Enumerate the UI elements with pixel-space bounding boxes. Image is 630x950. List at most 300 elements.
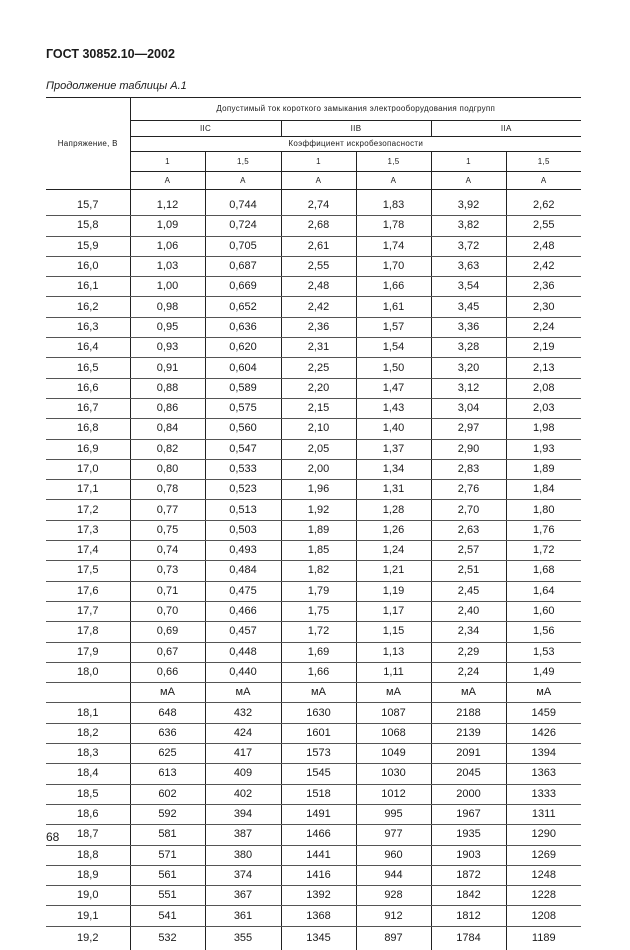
current-value-cell: 1,40 bbox=[356, 419, 431, 439]
voltage-cell: 18,3 bbox=[46, 744, 130, 764]
current-value-cell: 2045 bbox=[431, 764, 506, 784]
current-value-cell: 1,78 bbox=[356, 216, 431, 236]
current-value-cell: 0,67 bbox=[130, 642, 205, 662]
table-row bbox=[46, 277, 581, 297]
table-row bbox=[46, 378, 581, 398]
voltage-cell: 19,0 bbox=[46, 886, 130, 906]
current-value-cell: 0,93 bbox=[130, 338, 205, 358]
current-value-cell: 602 bbox=[130, 784, 205, 804]
current-value-cell: 0,457 bbox=[205, 622, 281, 642]
current-value-cell: 1903 bbox=[431, 845, 506, 865]
current-value-cell: 2,48 bbox=[281, 277, 356, 297]
unit-cell: А bbox=[356, 172, 431, 190]
table-row bbox=[46, 662, 581, 682]
table-row bbox=[46, 723, 581, 743]
current-value-cell: 1,83 bbox=[356, 196, 431, 216]
table-row bbox=[46, 317, 581, 337]
current-value-cell: 0,86 bbox=[130, 398, 205, 418]
voltage-cell: 16,4 bbox=[46, 338, 130, 358]
voltage-column-header: Напряжение, В bbox=[46, 98, 130, 190]
current-value-cell: 3,28 bbox=[431, 338, 506, 358]
current-value-cell: 1392 bbox=[281, 886, 356, 906]
current-value-cell: 2139 bbox=[431, 723, 506, 743]
voltage-cell: 18,6 bbox=[46, 804, 130, 824]
current-value-cell: 2,05 bbox=[281, 439, 356, 459]
current-value-cell: 0,687 bbox=[205, 256, 281, 276]
current-value-cell: 0,80 bbox=[130, 459, 205, 479]
current-value-cell: 1,82 bbox=[281, 561, 356, 581]
table-row bbox=[46, 601, 581, 621]
voltage-cell: 15,8 bbox=[46, 216, 130, 236]
current-value-cell: 1630 bbox=[281, 703, 356, 723]
current-value-cell: 995 bbox=[356, 804, 431, 824]
voltage-cell: 16,9 bbox=[46, 439, 130, 459]
voltage-cell: 18,7 bbox=[46, 825, 130, 845]
current-value-cell: 648 bbox=[130, 703, 205, 723]
current-table bbox=[46, 97, 581, 950]
voltage-cell: 16,8 bbox=[46, 419, 130, 439]
table-row bbox=[46, 398, 581, 418]
current-value-cell: 2,97 bbox=[431, 419, 506, 439]
unit-cell: мА bbox=[356, 683, 431, 703]
current-value-cell: 1,24 bbox=[356, 541, 431, 561]
unit-cell: А bbox=[281, 172, 356, 190]
current-value-cell: 0,669 bbox=[205, 277, 281, 297]
unit-cell: мА bbox=[130, 683, 205, 703]
current-value-cell: 0,533 bbox=[205, 459, 281, 479]
current-value-cell: 3,63 bbox=[431, 256, 506, 276]
current-value-cell: 0,66 bbox=[130, 662, 205, 682]
current-value-cell: 1,31 bbox=[356, 480, 431, 500]
table-row bbox=[46, 764, 581, 784]
current-value-cell: 0,513 bbox=[205, 500, 281, 520]
subgroup-header: IIB bbox=[281, 121, 431, 137]
current-value-cell: 541 bbox=[130, 906, 205, 926]
current-value-cell: 1,57 bbox=[356, 317, 431, 337]
table-row bbox=[46, 236, 581, 256]
current-value-cell: 0,575 bbox=[205, 398, 281, 418]
current-value-cell: 1518 bbox=[281, 784, 356, 804]
current-value-cell: 2,08 bbox=[506, 378, 581, 398]
table-row bbox=[46, 845, 581, 865]
current-value-cell: 2,76 bbox=[431, 480, 506, 500]
voltage-cell: 16,1 bbox=[46, 277, 130, 297]
current-value-cell: 1228 bbox=[506, 886, 581, 906]
unit-cell: мА bbox=[431, 683, 506, 703]
table-continuation-caption: Продолжение таблицы А.1 bbox=[46, 80, 187, 92]
current-value-cell: 1935 bbox=[431, 825, 506, 845]
current-value-cell: 1784 bbox=[431, 926, 506, 950]
current-value-cell: 561 bbox=[130, 865, 205, 885]
current-value-cell: 0,75 bbox=[130, 520, 205, 540]
current-value-cell: 1,75 bbox=[281, 601, 356, 621]
current-value-cell: 432 bbox=[205, 703, 281, 723]
table-row bbox=[46, 926, 581, 950]
current-value-cell: 1,70 bbox=[356, 256, 431, 276]
unit-cell: мА bbox=[506, 683, 581, 703]
table-row bbox=[46, 784, 581, 804]
current-value-cell: 1363 bbox=[506, 764, 581, 784]
table-row bbox=[46, 439, 581, 459]
current-value-cell: 1,49 bbox=[506, 662, 581, 682]
voltage-cell: 16,0 bbox=[46, 256, 130, 276]
voltage-cell: 16,6 bbox=[46, 378, 130, 398]
current-value-cell: 2,34 bbox=[431, 622, 506, 642]
current-value-cell: 1,54 bbox=[356, 338, 431, 358]
table-row bbox=[46, 216, 581, 236]
current-value-cell: 2,29 bbox=[431, 642, 506, 662]
safety-factor-cell: 1,5 bbox=[205, 152, 281, 172]
current-value-cell: 2,00 bbox=[281, 459, 356, 479]
current-value-cell: 424 bbox=[205, 723, 281, 743]
current-value-cell: 0,98 bbox=[130, 297, 205, 317]
current-value-cell: 0,523 bbox=[205, 480, 281, 500]
current-value-cell: 1,66 bbox=[356, 277, 431, 297]
current-value-cell: 1491 bbox=[281, 804, 356, 824]
voltage-cell: 15,9 bbox=[46, 236, 130, 256]
unit-cell: А bbox=[506, 172, 581, 190]
safety-factor-cell: 1,5 bbox=[506, 152, 581, 172]
table-row bbox=[46, 561, 581, 581]
current-value-cell: 1368 bbox=[281, 906, 356, 926]
current-value-cell: 2000 bbox=[431, 784, 506, 804]
current-value-cell: 0,70 bbox=[130, 601, 205, 621]
safety-factor-cell: 1 bbox=[281, 152, 356, 172]
voltage-cell: 17,5 bbox=[46, 561, 130, 581]
current-value-cell: 1,96 bbox=[281, 480, 356, 500]
current-value-cell: 2,55 bbox=[506, 216, 581, 236]
current-value-cell: 1189 bbox=[506, 926, 581, 950]
current-value-cell: 636 bbox=[130, 723, 205, 743]
current-value-cell: 1842 bbox=[431, 886, 506, 906]
voltage-cell: 18,4 bbox=[46, 764, 130, 784]
current-value-cell: 0,73 bbox=[130, 561, 205, 581]
current-value-cell: 2,25 bbox=[281, 358, 356, 378]
current-value-cell: 0,84 bbox=[130, 419, 205, 439]
current-value-cell: 2,90 bbox=[431, 439, 506, 459]
current-value-cell: 1872 bbox=[431, 865, 506, 885]
current-value-cell: 3,12 bbox=[431, 378, 506, 398]
current-value-cell: 928 bbox=[356, 886, 431, 906]
current-value-cell: 2,83 bbox=[431, 459, 506, 479]
current-value-cell: 1573 bbox=[281, 744, 356, 764]
current-value-cell: 367 bbox=[205, 886, 281, 906]
current-value-cell: 1812 bbox=[431, 906, 506, 926]
current-value-cell: 613 bbox=[130, 764, 205, 784]
current-value-cell: 1,61 bbox=[356, 297, 431, 317]
voltage-cell: 17,1 bbox=[46, 480, 130, 500]
current-value-cell: 1,50 bbox=[356, 358, 431, 378]
current-value-cell: 402 bbox=[205, 784, 281, 804]
current-value-cell: 1049 bbox=[356, 744, 431, 764]
table-row bbox=[46, 419, 581, 439]
current-value-cell: 0,484 bbox=[205, 561, 281, 581]
current-value-cell: 2091 bbox=[431, 744, 506, 764]
table-row bbox=[46, 825, 581, 845]
current-value-cell: 1545 bbox=[281, 764, 356, 784]
current-value-cell: 1459 bbox=[506, 703, 581, 723]
current-value-cell: 1208 bbox=[506, 906, 581, 926]
voltage-cell: 17,2 bbox=[46, 500, 130, 520]
current-value-cell: 1,84 bbox=[506, 480, 581, 500]
current-value-cell: 1,11 bbox=[356, 662, 431, 682]
current-value-cell: 0,475 bbox=[205, 581, 281, 601]
current-value-cell: 2,36 bbox=[506, 277, 581, 297]
voltage-cell: 16,2 bbox=[46, 297, 130, 317]
table-row bbox=[46, 480, 581, 500]
current-value-cell: 1068 bbox=[356, 723, 431, 743]
current-value-cell: 1,15 bbox=[356, 622, 431, 642]
current-value-cell: 417 bbox=[205, 744, 281, 764]
current-value-cell: 3,72 bbox=[431, 236, 506, 256]
current-value-cell: 1,03 bbox=[130, 256, 205, 276]
current-value-cell: 0,82 bbox=[130, 439, 205, 459]
voltage-cell bbox=[46, 683, 130, 703]
table-row bbox=[46, 642, 581, 662]
current-value-cell: 0,620 bbox=[205, 338, 281, 358]
current-value-cell: 1,28 bbox=[356, 500, 431, 520]
current-value-cell: 3,45 bbox=[431, 297, 506, 317]
current-value-cell: 1,64 bbox=[506, 581, 581, 601]
current-value-cell: 3,92 bbox=[431, 196, 506, 216]
table-body bbox=[46, 190, 581, 950]
current-value-cell: 1,37 bbox=[356, 439, 431, 459]
group-header: Допустимый ток короткого замыкания электрооборудования подгрупп bbox=[130, 98, 581, 121]
current-value-cell: 1,53 bbox=[506, 642, 581, 662]
current-value-cell: 0,95 bbox=[130, 317, 205, 337]
current-value-cell: 2,19 bbox=[506, 338, 581, 358]
voltage-cell: 15,7 bbox=[46, 196, 130, 216]
safety-factor-cell: 1 bbox=[130, 152, 205, 172]
current-value-cell: 1,68 bbox=[506, 561, 581, 581]
current-value-cell: 0,636 bbox=[205, 317, 281, 337]
current-value-cell: 2,03 bbox=[506, 398, 581, 418]
current-value-cell: 1269 bbox=[506, 845, 581, 865]
current-value-cell: 0,440 bbox=[205, 662, 281, 682]
current-value-cell: 0,91 bbox=[130, 358, 205, 378]
current-value-cell: 1,72 bbox=[281, 622, 356, 642]
voltage-cell: 18,5 bbox=[46, 784, 130, 804]
current-value-cell: 1,60 bbox=[506, 601, 581, 621]
current-value-cell: 0,74 bbox=[130, 541, 205, 561]
current-value-cell: 0,69 bbox=[130, 622, 205, 642]
current-value-cell: 3,04 bbox=[431, 398, 506, 418]
current-value-cell: 0,466 bbox=[205, 601, 281, 621]
unit-change-row bbox=[46, 683, 581, 703]
current-value-cell: 1,85 bbox=[281, 541, 356, 561]
current-value-cell: 409 bbox=[205, 764, 281, 784]
voltage-cell: 17,3 bbox=[46, 520, 130, 540]
current-value-cell: 581 bbox=[130, 825, 205, 845]
current-value-cell: 394 bbox=[205, 804, 281, 824]
current-value-cell: 1426 bbox=[506, 723, 581, 743]
current-value-cell: 2,24 bbox=[431, 662, 506, 682]
voltage-cell: 17,4 bbox=[46, 541, 130, 561]
table-row bbox=[46, 804, 581, 824]
current-value-cell: 387 bbox=[205, 825, 281, 845]
voltage-cell: 18,1 bbox=[46, 703, 130, 723]
table-row bbox=[46, 500, 581, 520]
current-value-cell: 944 bbox=[356, 865, 431, 885]
current-value-cell: 0,744 bbox=[205, 196, 281, 216]
current-value-cell: 2188 bbox=[431, 703, 506, 723]
current-value-cell: 1,80 bbox=[506, 500, 581, 520]
voltage-cell: 17,7 bbox=[46, 601, 130, 621]
voltage-cell: 18,9 bbox=[46, 865, 130, 885]
current-value-cell: 1,09 bbox=[130, 216, 205, 236]
current-value-cell: 2,20 bbox=[281, 378, 356, 398]
voltage-cell: 19,1 bbox=[46, 906, 130, 926]
current-value-cell: 912 bbox=[356, 906, 431, 926]
current-value-cell: 2,15 bbox=[281, 398, 356, 418]
current-value-cell: 1,93 bbox=[506, 439, 581, 459]
table-row bbox=[46, 622, 581, 642]
voltage-cell: 16,3 bbox=[46, 317, 130, 337]
current-value-cell: 2,68 bbox=[281, 216, 356, 236]
unit-cell: мА bbox=[205, 683, 281, 703]
current-value-cell: 1,74 bbox=[356, 236, 431, 256]
current-value-cell: 1,89 bbox=[506, 459, 581, 479]
current-value-cell: 2,42 bbox=[281, 297, 356, 317]
voltage-cell: 17,9 bbox=[46, 642, 130, 662]
current-value-cell: 1,00 bbox=[130, 277, 205, 297]
voltage-cell: 18,0 bbox=[46, 662, 130, 682]
current-value-cell: 960 bbox=[356, 845, 431, 865]
table-row bbox=[46, 297, 581, 317]
current-value-cell: 374 bbox=[205, 865, 281, 885]
unit-cell: мА bbox=[281, 683, 356, 703]
table-row bbox=[46, 541, 581, 561]
current-value-cell: 592 bbox=[130, 804, 205, 824]
current-value-cell: 1,34 bbox=[356, 459, 431, 479]
voltage-cell: 17,6 bbox=[46, 581, 130, 601]
current-value-cell: 2,45 bbox=[431, 581, 506, 601]
current-value-cell: 532 bbox=[130, 926, 205, 950]
current-value-cell: 0,560 bbox=[205, 419, 281, 439]
table-header bbox=[46, 98, 581, 190]
current-value-cell: 0,71 bbox=[130, 581, 205, 601]
current-value-cell: 1,17 bbox=[356, 601, 431, 621]
current-value-cell: 0,705 bbox=[205, 236, 281, 256]
current-value-cell: 897 bbox=[356, 926, 431, 950]
table-row bbox=[46, 256, 581, 276]
current-value-cell: 1,79 bbox=[281, 581, 356, 601]
table-row bbox=[46, 865, 581, 885]
current-value-cell: 2,62 bbox=[506, 196, 581, 216]
current-value-cell: 1416 bbox=[281, 865, 356, 885]
voltage-cell: 17,0 bbox=[46, 459, 130, 479]
current-value-cell: 1,66 bbox=[281, 662, 356, 682]
current-value-cell: 2,61 bbox=[281, 236, 356, 256]
table-row bbox=[46, 338, 581, 358]
current-value-cell: 380 bbox=[205, 845, 281, 865]
subgroup-header: IIC bbox=[130, 121, 281, 137]
current-value-cell: 0,448 bbox=[205, 642, 281, 662]
voltage-cell: 16,7 bbox=[46, 398, 130, 418]
current-value-cell: 1087 bbox=[356, 703, 431, 723]
current-value-cell: 1466 bbox=[281, 825, 356, 845]
current-value-cell: 1,13 bbox=[356, 642, 431, 662]
current-value-cell: 2,31 bbox=[281, 338, 356, 358]
current-value-cell: 2,40 bbox=[431, 601, 506, 621]
current-value-cell: 361 bbox=[205, 906, 281, 926]
current-value-cell: 1290 bbox=[506, 825, 581, 845]
document-header: ГОСТ 30852.10—2002 bbox=[46, 47, 175, 61]
subgroup-header: IIA bbox=[431, 121, 581, 137]
current-value-cell: 2,74 bbox=[281, 196, 356, 216]
safety-factor-cell: 1,5 bbox=[356, 152, 431, 172]
current-value-cell: 1601 bbox=[281, 723, 356, 743]
table-row bbox=[46, 906, 581, 926]
current-value-cell: 3,54 bbox=[431, 277, 506, 297]
current-value-cell: 1,06 bbox=[130, 236, 205, 256]
current-value-cell: 0,724 bbox=[205, 216, 281, 236]
current-value-cell: 2,63 bbox=[431, 520, 506, 540]
table-row bbox=[46, 520, 581, 540]
current-value-cell: 0,604 bbox=[205, 358, 281, 378]
current-value-cell: 0,652 bbox=[205, 297, 281, 317]
current-value-cell: 2,10 bbox=[281, 419, 356, 439]
current-value-cell: 2,36 bbox=[281, 317, 356, 337]
current-value-cell: 1441 bbox=[281, 845, 356, 865]
voltage-cell: 16,5 bbox=[46, 358, 130, 378]
current-value-cell: 977 bbox=[356, 825, 431, 845]
current-value-cell: 2,13 bbox=[506, 358, 581, 378]
current-value-cell: 0,88 bbox=[130, 378, 205, 398]
current-value-cell: 1,26 bbox=[356, 520, 431, 540]
current-value-cell: 2,48 bbox=[506, 236, 581, 256]
current-value-cell: 1394 bbox=[506, 744, 581, 764]
current-value-cell: 571 bbox=[130, 845, 205, 865]
unit-cell: А bbox=[130, 172, 205, 190]
unit-cell: А bbox=[205, 172, 281, 190]
current-value-cell: 1248 bbox=[506, 865, 581, 885]
current-value-cell: 1030 bbox=[356, 764, 431, 784]
current-value-cell: 625 bbox=[130, 744, 205, 764]
table-row bbox=[46, 886, 581, 906]
current-value-cell: 2,24 bbox=[506, 317, 581, 337]
table-row bbox=[46, 358, 581, 378]
current-value-cell: 1,69 bbox=[281, 642, 356, 662]
table-row bbox=[46, 459, 581, 479]
voltage-cell: 18,8 bbox=[46, 845, 130, 865]
current-value-cell: 1,47 bbox=[356, 378, 431, 398]
current-value-cell: 1311 bbox=[506, 804, 581, 824]
current-value-cell: 1,92 bbox=[281, 500, 356, 520]
current-value-cell: 0,77 bbox=[130, 500, 205, 520]
table-row bbox=[46, 703, 581, 723]
current-value-cell: 2,51 bbox=[431, 561, 506, 581]
current-value-cell: 1,72 bbox=[506, 541, 581, 561]
current-value-cell: 0,547 bbox=[205, 439, 281, 459]
current-value-cell: 1,89 bbox=[281, 520, 356, 540]
current-value-cell: 1,56 bbox=[506, 622, 581, 642]
current-value-cell: 1012 bbox=[356, 784, 431, 804]
current-value-cell: 0,493 bbox=[205, 541, 281, 561]
voltage-cell: 18,2 bbox=[46, 723, 130, 743]
current-value-cell: 0,589 bbox=[205, 378, 281, 398]
current-value-cell: 1345 bbox=[281, 926, 356, 950]
table-row bbox=[46, 581, 581, 601]
current-value-cell: 0,503 bbox=[205, 520, 281, 540]
unit-cell: А bbox=[431, 172, 506, 190]
safety-factor-cell: 1 bbox=[431, 152, 506, 172]
current-value-cell: 1,12 bbox=[130, 196, 205, 216]
current-value-cell: 0,78 bbox=[130, 480, 205, 500]
current-value-cell: 355 bbox=[205, 926, 281, 950]
table-row bbox=[46, 744, 581, 764]
current-value-cell: 2,57 bbox=[431, 541, 506, 561]
